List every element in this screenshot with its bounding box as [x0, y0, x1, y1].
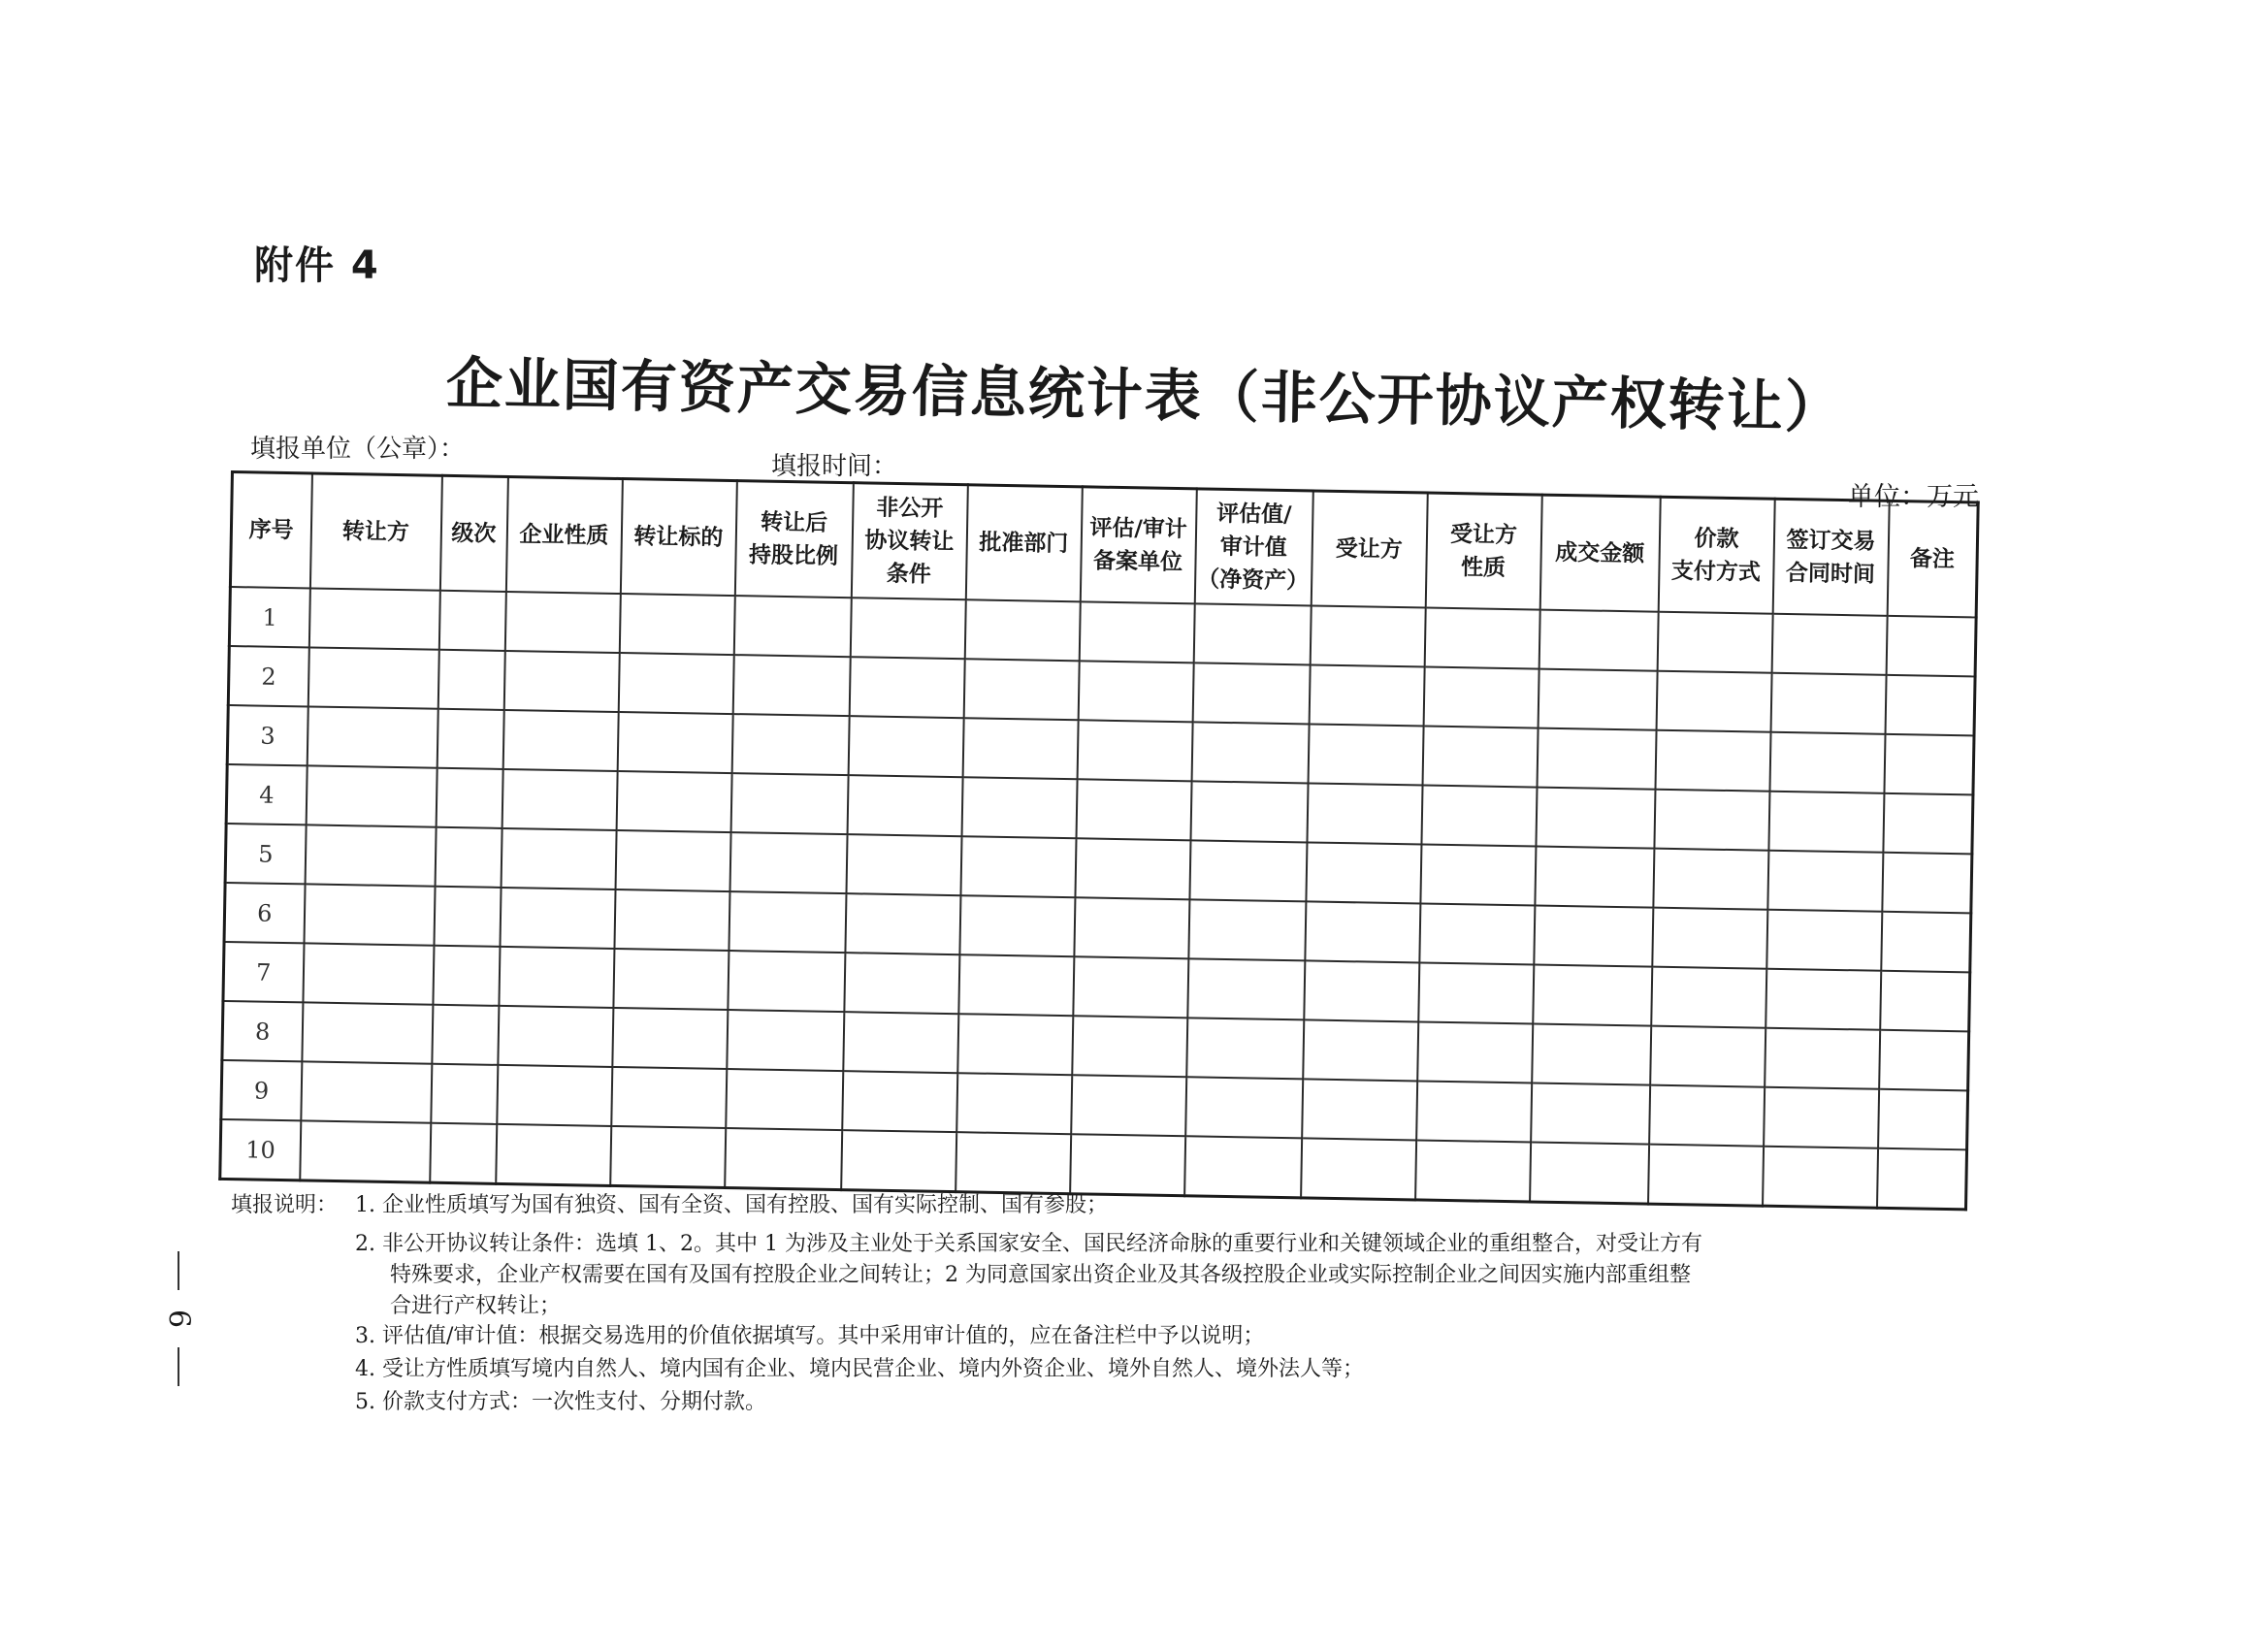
table-cell — [435, 827, 502, 888]
table-cell — [1070, 1134, 1185, 1196]
header-label: 持股比例 — [748, 542, 839, 569]
table-cell — [1307, 783, 1422, 844]
table-cell — [499, 947, 614, 1008]
table-cell — [733, 596, 851, 657]
table-cell — [1416, 1081, 1532, 1142]
table-cell — [1878, 1089, 1968, 1150]
table-cell — [1305, 901, 1420, 962]
table-cell — [1301, 1138, 1416, 1200]
table-cell — [1656, 671, 1771, 732]
header-label: 批准部门 — [979, 530, 1069, 558]
header-label: 性质 — [1460, 555, 1507, 581]
table-cell — [1771, 614, 1887, 675]
table-cell — [1879, 1030, 1969, 1091]
table-cell — [1536, 788, 1655, 849]
table-cell — [842, 1071, 957, 1132]
header-cell — [1425, 493, 1541, 610]
table-cell — [1655, 730, 1770, 792]
header-label: 合同时间 — [1785, 560, 1876, 588]
table-cell — [1880, 971, 1970, 1032]
table-cell — [301, 1061, 432, 1122]
row-number: 5 — [225, 824, 306, 884]
table-cell — [502, 710, 618, 771]
table-cell — [1539, 610, 1658, 671]
table-cell — [1078, 661, 1193, 722]
table-cell — [1769, 732, 1885, 793]
note-line-3: 3. 评估值/审计值：根据交易选用的价值依据填写。其中采用审计值的，应在备注栏中予以说明； — [355, 1324, 1265, 1348]
table-cell — [302, 1002, 433, 1063]
table-cell — [1184, 1136, 1302, 1198]
table-cell — [1770, 673, 1886, 734]
header-cell — [1194, 489, 1312, 606]
table-cell — [730, 773, 848, 834]
table-cell — [959, 895, 1075, 956]
table-cell — [849, 657, 964, 718]
header-cell — [734, 481, 853, 598]
table-cell — [848, 716, 963, 777]
table-cell — [1308, 724, 1423, 785]
note-line-2-continued: 特殊要求，企业产权需要在国有及国有控股企业之间转让；2 为同意国家出资企业及其各级控股企业或实际控制企业之间因实施内部重组整 — [390, 1263, 1691, 1287]
table-cell — [1876, 1148, 1966, 1210]
table-cell — [1538, 669, 1657, 730]
row-number: 10 — [220, 1119, 301, 1180]
table-cell — [729, 891, 846, 953]
header-label: （净资产） — [1196, 566, 1310, 595]
table-cell — [430, 1123, 497, 1184]
table-cell — [498, 1006, 613, 1067]
table-cell — [1766, 910, 1882, 971]
table-cell — [1191, 722, 1309, 783]
table-cell — [433, 946, 500, 1006]
header-label: 审计值 — [1219, 534, 1287, 562]
notes-intro-label: 填报说明： — [231, 1193, 339, 1217]
header-cell — [1311, 491, 1427, 608]
table-cell — [731, 714, 849, 775]
table-cell — [1073, 956, 1188, 1018]
header-label: 评估/审计 — [1089, 515, 1188, 543]
table-cell — [1766, 969, 1881, 1030]
header-cell — [1887, 501, 1978, 617]
table-cell — [434, 887, 501, 947]
table-cell — [1189, 840, 1307, 901]
table-cell — [1418, 962, 1534, 1023]
table-cell — [727, 1010, 844, 1071]
table-cell — [1763, 1147, 1878, 1209]
table-cell — [1886, 616, 1976, 677]
table-cell — [1415, 1140, 1531, 1202]
table-cell — [1534, 906, 1653, 967]
table-cell — [1530, 1142, 1649, 1204]
row-number: 7 — [223, 942, 304, 1002]
table-cell — [431, 1064, 498, 1124]
table-cell — [961, 777, 1077, 838]
header-label: 转让后 — [760, 509, 828, 536]
table-cell — [612, 1008, 728, 1069]
table-cell — [846, 834, 961, 895]
table-cell — [1419, 903, 1535, 964]
header-label: 价款 — [1694, 526, 1739, 553]
header-cell — [1080, 487, 1196, 604]
table-cell — [1535, 847, 1654, 908]
table-cell — [308, 588, 439, 649]
table-cell — [1302, 1079, 1417, 1140]
table-cell — [1767, 851, 1883, 912]
table-cell — [957, 1014, 1073, 1075]
row-number: 1 — [229, 587, 309, 647]
table-cell — [503, 651, 619, 712]
table-cell — [1651, 967, 1766, 1028]
table-cell — [437, 709, 503, 769]
note-line-4: 4. 受让方性质填写境内自然人、境内国有企业、境内民营企业、境内外资企业、境外自然人、境外法人等； — [355, 1357, 1364, 1381]
header-label: 受让方 — [1449, 521, 1518, 549]
table-cell — [1657, 612, 1772, 673]
fill-unit-label: 填报单位（公章）： — [250, 435, 466, 464]
table-cell — [619, 594, 734, 655]
table-cell — [1185, 1077, 1303, 1138]
table-cell — [726, 1069, 843, 1130]
table-cell — [306, 765, 437, 826]
header-cell — [851, 483, 967, 600]
table-cell — [1768, 792, 1884, 853]
page-number-dash-bottom — [178, 1347, 179, 1386]
table-cell — [305, 824, 436, 886]
table-cell — [611, 1067, 727, 1128]
table-cell — [617, 712, 732, 773]
note-line-2-end: 合进行产权转让； — [390, 1294, 562, 1318]
header-label: 备案单位 — [1092, 548, 1183, 576]
table-cell — [960, 836, 1076, 897]
table-cell — [1186, 1018, 1304, 1079]
table-cell — [1650, 1026, 1766, 1087]
table-cell — [1077, 720, 1192, 781]
table-cell — [845, 893, 960, 954]
table-cell — [501, 828, 616, 889]
table-cell — [1537, 728, 1656, 790]
table-cell — [432, 1005, 499, 1065]
table-cell — [841, 1130, 956, 1192]
header-label: 备注 — [1909, 546, 1956, 573]
table-cell — [1071, 1075, 1186, 1136]
table-cell — [1188, 899, 1306, 960]
table-cell — [1072, 1016, 1187, 1077]
table-cell — [843, 1012, 958, 1073]
header-label: 成交金额 — [1555, 539, 1645, 567]
attachment-label: 附件 4 — [254, 243, 380, 288]
table-cell — [1190, 781, 1308, 842]
table-cell — [1421, 785, 1537, 846]
table-cell — [956, 1073, 1072, 1134]
fill-time-label: 填报时间： — [771, 452, 898, 481]
table-cell — [729, 832, 847, 893]
header-label: 评估值/ — [1215, 501, 1292, 529]
table-cell — [847, 775, 962, 836]
table-cell — [1533, 965, 1652, 1026]
table-cell — [615, 830, 730, 891]
table-cell — [844, 953, 959, 1014]
unit-note: 单位：万元 — [1848, 482, 1979, 512]
header-cell — [505, 476, 622, 594]
table-cell — [1884, 734, 1974, 795]
table-cell — [1420, 844, 1536, 905]
table-cell — [438, 591, 505, 651]
table-cell — [1187, 958, 1305, 1019]
header-label: 支付方式 — [1670, 558, 1762, 586]
row-number: 4 — [226, 764, 307, 824]
table-cell — [1885, 675, 1975, 736]
header-label: 转让标的 — [633, 524, 724, 551]
table-cell — [1648, 1145, 1764, 1207]
header-cell — [309, 473, 441, 591]
table-body — [220, 587, 1976, 1210]
table-cell — [1310, 605, 1425, 666]
note-line-5: 5. 价款支付方式：一次性支付、分期付款。 — [355, 1390, 766, 1414]
header-label: 非公开 — [876, 495, 944, 522]
table-cell — [502, 769, 617, 830]
table-cell — [958, 954, 1074, 1016]
table-cell — [963, 659, 1079, 720]
table-cell — [436, 768, 502, 828]
row-number: 2 — [228, 646, 308, 706]
header-label: 转让方 — [341, 519, 410, 546]
row-number: 6 — [224, 883, 305, 943]
table-cell — [1881, 912, 1971, 973]
table-cell — [1074, 897, 1189, 958]
header-label: 序号 — [248, 517, 294, 544]
table-cell — [1649, 1085, 1765, 1147]
table-cell — [728, 951, 845, 1012]
header-label: 协议转让 — [864, 528, 955, 556]
table-cell — [497, 1065, 612, 1126]
table-cell — [1309, 664, 1424, 726]
table-cell — [303, 943, 434, 1004]
header-cell — [1772, 499, 1889, 616]
table-cell — [1654, 790, 1769, 851]
table-cell — [613, 949, 729, 1010]
row-number: 3 — [227, 705, 308, 765]
statistics-table-container — [218, 470, 1977, 1211]
table-cell — [1417, 1021, 1533, 1083]
table-cell — [1076, 779, 1191, 840]
page-number-marker — [155, 1251, 202, 1406]
note-line-2: 2. 非公开协议转让条件：选填 1、2。其中 1 为涉及主业处于关系国家安全、国民经济命脉的重要行业和关键领域企业的重组整合，对受让方有 — [355, 1232, 1702, 1256]
table-cell — [307, 706, 437, 767]
table-cell — [1882, 853, 1972, 914]
table-cell — [1192, 663, 1310, 724]
table-cell — [1883, 793, 1973, 855]
table-cell — [1075, 838, 1190, 899]
page-number-dash-top — [178, 1251, 179, 1290]
table-cell — [616, 771, 731, 832]
table-cell — [1765, 1028, 1880, 1089]
table-cell — [1079, 601, 1194, 663]
table-cell — [962, 718, 1078, 779]
table-cell — [504, 592, 620, 653]
table-cell — [1423, 667, 1539, 728]
table-cell — [956, 1132, 1071, 1194]
header-cell — [620, 479, 736, 597]
table-cell — [308, 647, 438, 708]
header-label: 企业性质 — [519, 522, 609, 549]
header-cell — [1658, 497, 1774, 614]
table-cell — [496, 1124, 611, 1186]
table-cell — [1422, 726, 1538, 787]
table-cell — [304, 884, 435, 945]
table-cell — [614, 889, 729, 951]
row-number: 9 — [221, 1060, 302, 1120]
note-line-1: 1. 企业性质填写为国有独资、国有全资、国有控股、国有实际控制、国有参股； — [355, 1193, 1108, 1217]
table-cell — [500, 888, 615, 949]
table-cell — [1531, 1083, 1650, 1144]
table-cell — [964, 599, 1080, 661]
row-number: 8 — [222, 1001, 303, 1061]
header-cell — [230, 472, 311, 589]
table-cell — [1532, 1024, 1651, 1085]
header-label: 级次 — [451, 520, 497, 547]
header-cell — [965, 485, 1082, 602]
table-cell — [1653, 849, 1768, 910]
table-cell — [732, 655, 850, 716]
document-title: 企业国有资产交易信息统计表（非公开协议产权转让） — [445, 350, 1844, 441]
header-cell — [1539, 495, 1660, 612]
header-label: 签订交易 — [1786, 527, 1876, 555]
table-cell — [1424, 608, 1539, 669]
page-number: 6 — [161, 1309, 196, 1329]
table-cell — [618, 653, 733, 714]
table-cell — [300, 1120, 431, 1182]
table-cell — [1764, 1087, 1879, 1148]
table-cell — [725, 1128, 842, 1190]
table-cell — [1303, 1019, 1418, 1081]
statistics-table — [218, 470, 1980, 1211]
header-label: 条件 — [886, 561, 931, 588]
table-cell — [850, 598, 965, 659]
table-cell — [610, 1126, 726, 1188]
table-cell — [437, 650, 504, 710]
table-cell — [1193, 603, 1311, 664]
table-cell — [1304, 960, 1419, 1021]
header-label: 受让方 — [1335, 535, 1403, 564]
header-cell — [439, 475, 507, 592]
table-cell — [1306, 842, 1421, 903]
table-cell — [1652, 908, 1767, 969]
